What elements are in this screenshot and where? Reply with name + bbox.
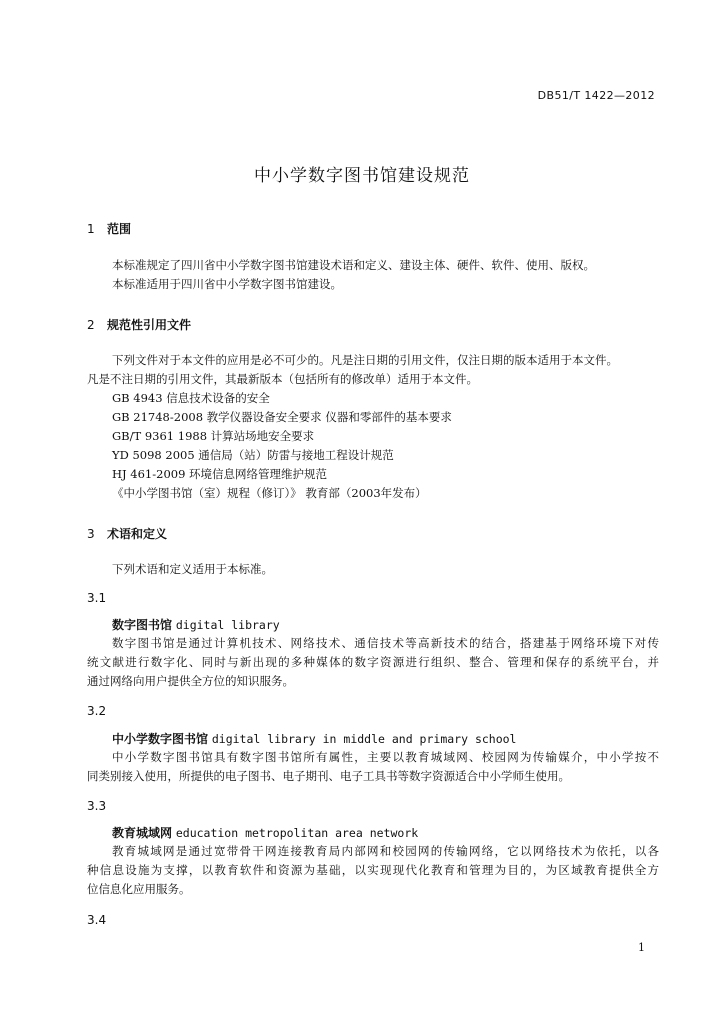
- term-zh: 数字图书馆: [112, 618, 173, 632]
- page-number: 1: [638, 941, 645, 954]
- reference-item: GB 4943 信息技术设备的安全: [112, 391, 270, 405]
- term-zh: 中小学数字图书馆: [112, 732, 209, 746]
- paragraph-line: 下列文件对于本文件的应用是必不可少的。凡是注日期的引用文件，仅注日期的版本适用于本文件。: [112, 353, 618, 367]
- section-number: 3: [87, 527, 95, 541]
- term-en: digital library in middle and primary school: [211, 732, 517, 746]
- section-number: 1: [87, 222, 95, 236]
- term-entry: [112, 616, 280, 633]
- definition-line: 中小学数字图书馆具有数字图书馆所有属性，主要以教育城域网、校园网为传输媒介，中小学按不: [112, 750, 659, 764]
- definition-line: 教育城域网是通过宽带骨干网连接教育局内部网和校园网的传输网络，它以网络技术为依托，以各: [112, 844, 659, 858]
- reference-item: YD 5098 2005 通信局（站）防雷与接地工程设计规范: [112, 448, 394, 462]
- section-title: 规范性引用文件: [107, 318, 192, 332]
- reference-item: GB/T 9361 1988 计算站场地安全要求: [112, 429, 315, 443]
- paragraph-line: 凡是不注日期的引用文件，其最新版本（包括所有的修改单）适用于本文件。: [87, 372, 478, 386]
- paragraph-line: 本标准规定了四川省中小学数字图书馆建设术语和定义、建设主体、硬件、软件、使用、版权。: [112, 258, 595, 272]
- section-heading-terms: [87, 525, 167, 542]
- section-title: 范围: [107, 222, 132, 236]
- reference-item: 《中小学图书馆（室）规程（修订）》 教育部（2003年发布）: [112, 486, 427, 500]
- term-entry: [112, 824, 418, 841]
- clause-number: 3.2: [87, 704, 107, 718]
- paragraph-line: 下列术语和定义适用于本标准。: [112, 562, 273, 576]
- clause-number: 3.4: [87, 913, 107, 927]
- section-heading-scope: [87, 220, 131, 237]
- section-heading-references: [87, 316, 191, 333]
- definition-line: 通过网络向用户提供全方位的知识服务。: [87, 674, 294, 688]
- term-en: digital library: [175, 618, 280, 632]
- clause-number: 3.1: [87, 591, 107, 605]
- term-zh: 教育城域网: [112, 826, 173, 840]
- document-code: DB51/T 1422—2012: [537, 89, 655, 102]
- term-en: education metropolitan area network: [175, 826, 419, 840]
- definition-line: 数字图书馆是通过计算机技术、网络技术、通信技术等高新技术的结合，搭建基于网络环境下对传: [112, 636, 659, 650]
- definition-line: 同类别接入使用，所提供的电子图书、电子期刊、电子工具书等数字资源适合中小学师生使用。: [87, 769, 570, 783]
- document-title: 中小学数字图书馆建设规范: [254, 166, 470, 186]
- section-title: 术语和定义: [107, 527, 168, 541]
- definition-line: 位信息化应用服务。: [87, 882, 191, 896]
- reference-item: HJ 461-2009 环境信息网络管理维护规范: [112, 467, 328, 481]
- paragraph-line: 本标准适用于四川省中小学数字图书馆建设。: [112, 277, 342, 291]
- clause-number: 3.3: [87, 799, 107, 813]
- section-number: 2: [87, 318, 95, 332]
- term-entry: [112, 730, 516, 747]
- definition-line: 种信息设施为支撑，以教育软件和资源为基础，以实现现代化教育和管理为目的，为区域教育提供全方: [87, 863, 659, 877]
- reference-item: GB 21748-2008 教学仪器设备安全要求 仪器和零部件的基本要求: [112, 410, 452, 424]
- definition-line: 统文献进行数字化、同时与新出现的多种媒体的数字资源进行组织、整合、管理和保存的系统平台，并: [87, 655, 659, 669]
